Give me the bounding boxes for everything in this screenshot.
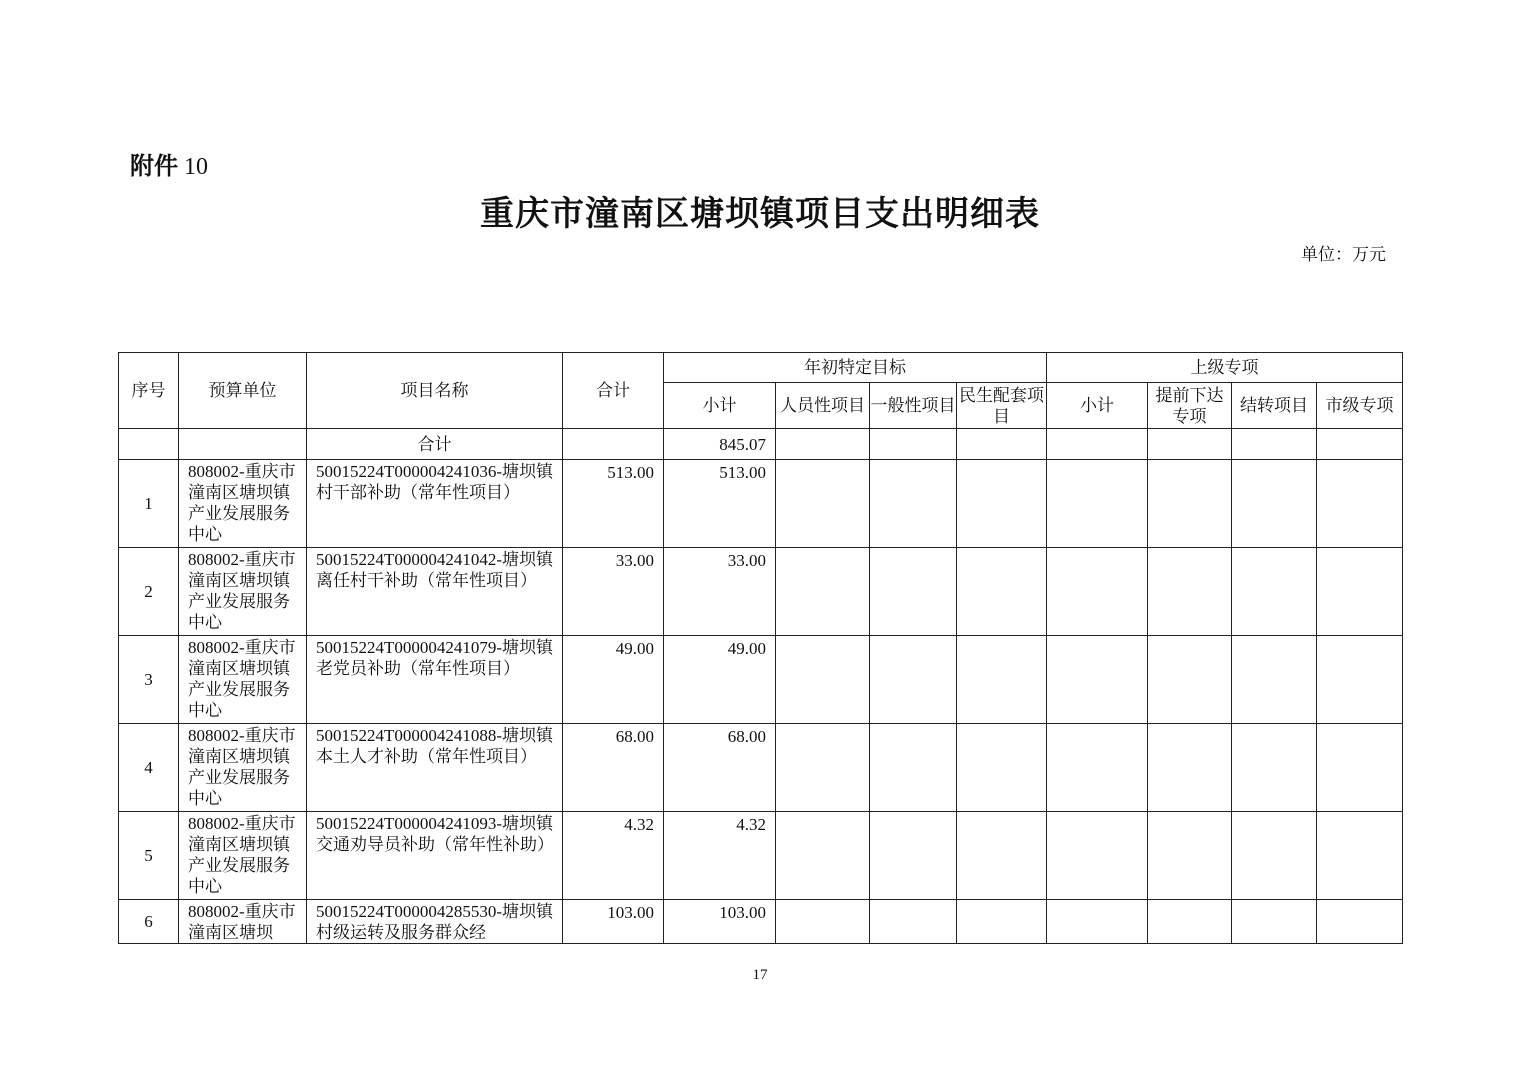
cell-empty [870,636,957,724]
header-g2-advance: 提前下达专项 [1148,383,1232,429]
row-budget-unit: 808002-重庆市潼南区塘坝 [179,900,307,944]
cell-empty [563,429,664,460]
cell-empty [1232,460,1317,548]
table-row [119,548,1403,636]
cell-empty [1047,900,1148,944]
row-seq: 6 [119,900,179,944]
cell-empty [1148,548,1232,636]
header-group-initial-targets: 年初特定目标 [664,353,1047,383]
cell-empty [1047,460,1148,548]
cell-empty [776,724,870,812]
cell-empty [1317,429,1403,460]
row-subtotal: 33.00 [664,548,776,636]
row-seq: 4 [119,724,179,812]
table-row [119,812,1403,900]
total-row [119,429,1403,460]
attachment-word: 附件 [130,152,178,180]
cell-empty [1232,636,1317,724]
row-project-name: 50015224T000004241036-塘坝镇村干部补助（常年性项目） [307,460,563,548]
header-project-name: 项目名称 [307,353,563,429]
header-seq: 序号 [119,353,179,429]
row-project-name: 50015224T000004285530-塘坝镇村级运转及服务群众经 [307,900,563,944]
cell-empty [1232,548,1317,636]
cell-empty [1232,724,1317,812]
table-row [119,460,1403,548]
cell-empty [1317,548,1403,636]
cell-empty [1317,812,1403,900]
table-row [119,900,1403,944]
cell-empty [1148,636,1232,724]
header-g1-general: 一般性项目 [870,383,957,429]
row-subtotal: 49.00 [664,636,776,724]
unit-note: 单位：万元 [1301,245,1386,264]
row-subtotal: 513.00 [664,460,776,548]
cell-empty [1232,429,1317,460]
page-title: 重庆市潼南区塘坝镇项目支出明细表 [480,194,1040,234]
cell-empty [1047,548,1148,636]
header-g2-carryover: 结转项目 [1232,383,1317,429]
header-group-superior-special: 上级专项 [1047,353,1403,383]
cell-empty [957,429,1047,460]
cell-empty [957,460,1047,548]
cell-empty [179,429,307,460]
row-budget-unit: 808002-重庆市潼南区塘坝镇产业发展服务中心 [179,548,307,636]
cell-empty [119,429,179,460]
header-g2-city: 市级专项 [1317,383,1403,429]
total-row-label: 合计 [307,429,563,460]
header-row-1 [119,353,1403,383]
row-project-name: 50015224T000004241079-塘坝镇老党员补助（常年性项目） [307,636,563,724]
page-number: 17 [752,967,768,983]
cell-empty [1148,900,1232,944]
row-budget-unit: 808002-重庆市潼南区塘坝镇产业发展服务中心 [179,636,307,724]
header-total: 合计 [563,353,664,429]
cell-empty [1148,429,1232,460]
header-g1-subtotal: 小计 [664,383,776,429]
cell-empty [776,900,870,944]
row-budget-unit: 808002-重庆市潼南区塘坝镇产业发展服务中心 [179,724,307,812]
cell-empty [1047,724,1148,812]
row-total: 49.00 [563,636,664,724]
cell-empty [870,812,957,900]
row-seq: 2 [119,548,179,636]
cell-empty [1232,812,1317,900]
cell-empty [1047,429,1148,460]
row-subtotal: 103.00 [664,900,776,944]
row-subtotal: 4.32 [664,812,776,900]
cell-empty [776,429,870,460]
cell-empty [1148,812,1232,900]
cell-empty [957,724,1047,812]
row-project-name: 50015224T000004241042-塘坝镇离任村干补助（常年性项目） [307,548,563,636]
cell-empty [1047,812,1148,900]
attachment-label [130,146,208,181]
cell-empty [1148,724,1232,812]
cell-empty [957,636,1047,724]
row-total: 68.00 [563,724,664,812]
cell-empty [870,724,957,812]
cell-empty [870,548,957,636]
cell-empty [1317,636,1403,724]
cell-empty [1317,460,1403,548]
row-budget-unit: 808002-重庆市潼南区塘坝镇产业发展服务中心 [179,812,307,900]
attachment-number: 10 [184,154,208,180]
header-g1-livelihood: 民生配套项目 [957,383,1047,429]
row-total: 103.00 [563,900,664,944]
cell-empty [957,548,1047,636]
table-row [119,724,1403,812]
total-row-subtotal: 845.07 [664,429,776,460]
cell-empty [1317,900,1403,944]
cell-empty [870,429,957,460]
cell-empty [870,900,957,944]
cell-empty [776,460,870,548]
cell-empty [957,900,1047,944]
row-subtotal: 68.00 [664,724,776,812]
row-seq: 5 [119,812,179,900]
row-budget-unit: 808002-重庆市潼南区塘坝镇产业发展服务中心 [179,460,307,548]
row-project-name: 50015224T000004241088-塘坝镇本土人才补助（常年性项目） [307,724,563,812]
cell-empty [1232,900,1317,944]
cell-empty [776,812,870,900]
cell-empty [957,812,1047,900]
cell-empty [1148,460,1232,548]
row-project-name: 50015224T000004241093-塘坝镇交通劝导员补助（常年性补助） [307,812,563,900]
row-seq: 1 [119,460,179,548]
row-seq: 3 [119,636,179,724]
header-g1-personnel: 人员性项目 [776,383,870,429]
header-g2-subtotal: 小计 [1047,383,1148,429]
row-total: 33.00 [563,548,664,636]
header-budget-unit: 预算单位 [179,353,307,429]
cell-empty [1317,724,1403,812]
row-total: 4.32 [563,812,664,900]
cell-empty [776,548,870,636]
row-total: 513.00 [563,460,664,548]
cell-empty [1047,636,1148,724]
cell-empty [776,636,870,724]
cell-empty [870,460,957,548]
expense-table [118,352,1403,944]
table-row [119,636,1403,724]
